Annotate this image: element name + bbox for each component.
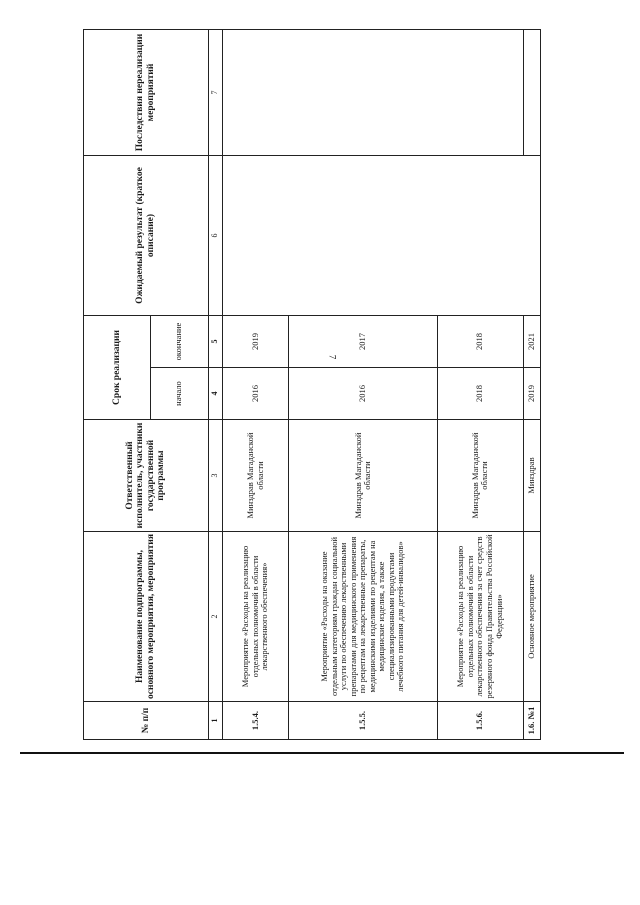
page-number: 7 [327, 354, 338, 360]
header-end: окончание [150, 316, 208, 368]
row-executor: Минздрав [523, 420, 540, 532]
column-number: 1 [208, 702, 222, 740]
table-row [222, 30, 289, 740]
row-end: 2019 [222, 316, 289, 368]
row-end: 2021 [523, 316, 540, 368]
row-code: 1.5.4. [222, 702, 289, 740]
header-consequences: Последствия нереализации мероприятий [84, 30, 209, 156]
column-number: 2 [208, 532, 222, 702]
program-table-container [83, 30, 541, 740]
row-code: 1.5.5. [289, 702, 437, 740]
row-executor: Минздрав Магаданской области [289, 420, 437, 532]
row-code: 1.6. №1 [523, 702, 540, 740]
row-name: Мероприятие «Расходы на оказание отдельным категориям граждан социальной услуги по обеспечению лекарственными препаратами для медицинского применения по рецептам на лекарственные препараты, медицинскими изделиями по рецептам на медицинские изделия, а также специализированными продуктами лечебного питания для детей-инвалидов» [289, 532, 437, 702]
header-start: начало [150, 368, 208, 420]
row-end: 2018 [437, 316, 523, 368]
header-name: Наименование подпрограммы, основного мероприятия, мероприятия [84, 532, 209, 702]
row-result [222, 156, 540, 316]
column-number: 4 [208, 368, 222, 420]
header-num: № п/п [84, 702, 209, 740]
column-number: 5 [208, 316, 222, 368]
row-name: Основное мероприятие [523, 532, 540, 702]
row-start: 2019 [523, 368, 540, 420]
horizontal-rule [20, 752, 624, 754]
table-row [523, 30, 540, 740]
row-consequences [222, 30, 523, 156]
program-table [83, 29, 541, 740]
column-number: 7 [208, 30, 222, 156]
row-start: 2016 [289, 368, 437, 420]
row-code: 1.5.6. [437, 702, 523, 740]
row-consequences [523, 30, 540, 156]
row-name: Мероприятие «Расходы на реализацию отдельных полномочий в области лекарственного обеспечения» [222, 532, 289, 702]
row-start: 2018 [437, 368, 523, 420]
row-name: Мероприятие «Расходы на реализацию отдельных полномочий в области лекарственного обеспечения за счет средств резервного фонда Правительства Российской Федерации» [437, 532, 523, 702]
column-number: 6 [208, 156, 222, 316]
header-executor: Ответственный исполнитель, участники государственной программы [84, 420, 209, 532]
row-end: 2017 [289, 316, 437, 368]
row-executor: Минздрав Магаданской области [437, 420, 523, 532]
row-start: 2016 [222, 368, 289, 420]
header-result: Ожидаемый результат (краткое описание) [84, 156, 209, 316]
column-number: 3 [208, 420, 222, 532]
column-number-row [208, 30, 222, 740]
row-executor: Минздрав Магаданской области [222, 420, 289, 532]
header-term: Срок реализации [84, 316, 151, 420]
